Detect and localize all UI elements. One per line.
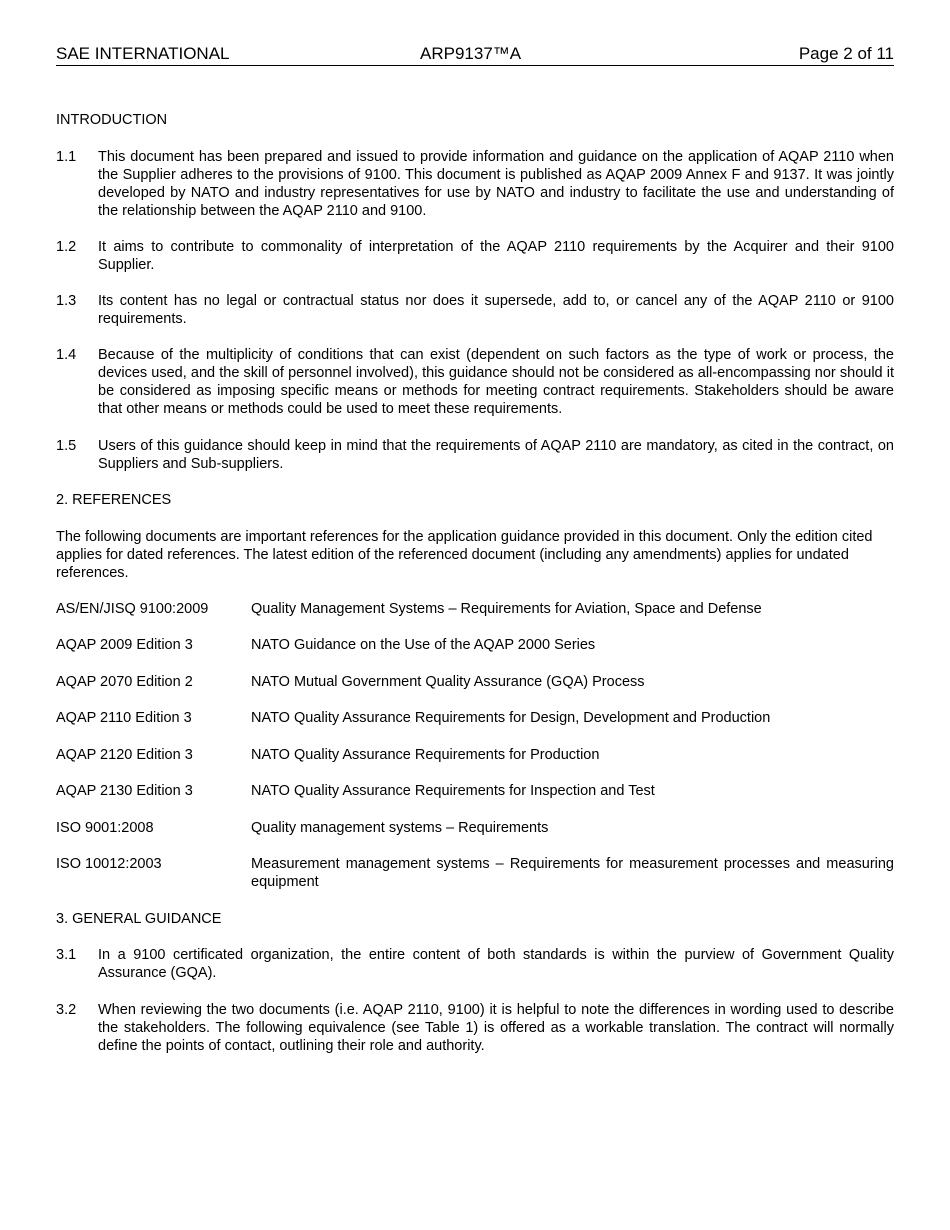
- reference-row: [56, 819, 894, 837]
- reference-description: NATO Quality Assurance Requirements for Inspection and Test: [251, 783, 655, 799]
- reference-description: NATO Mutual Government Quality Assurance (GQA) Process: [251, 674, 645, 690]
- general-guidance-heading: 3. GENERAL GUIDANCE: [56, 911, 222, 927]
- references-intro: The following documents are important references for the application guidance provided in this document. Only the edition cited applies for dated references. The latest edition of the referenced document (including any amendments) applies for undated references.: [56, 529, 873, 581]
- reference-row: [56, 855, 894, 891]
- intro-item-1-2: [56, 238, 894, 274]
- item-text: Because of the multiplicity of conditions that can exist (dependent on such factors as the type of work or process, the devices used, and the skill of personnel involved), this guidance should not be considered as all-encompassing nor should it be considered as imposing specific means or methods for meeting contract requirements. Stakeholders should be aware that other means or methods could be used to meet these requirements.: [98, 347, 894, 417]
- reference-row: [56, 709, 894, 727]
- intro-item-1-5: [56, 437, 894, 473]
- item-number: 1.5: [56, 438, 77, 454]
- intro-item-1-4: [56, 346, 894, 418]
- reference-description: Measurement management systems – Requirements for measurement processes and measuring equipment: [251, 856, 894, 890]
- intro-item-1-1: [56, 148, 894, 220]
- general-item-3-2: [56, 1001, 894, 1055]
- item-number: 3.2: [56, 1002, 77, 1018]
- page-header: [56, 43, 894, 66]
- references-heading: 2. REFERENCES: [56, 492, 172, 508]
- item-text: This document has been prepared and issued to provide information and guidance on the application of AQAP 2110 when the Supplier adheres to the provisions of 9100. This document is published as AQAP 2009 Annex F and 9137. It was jointly developed by NATO and industry representatives for use by NATO and industry to facilitate the use and understanding of the relationship between the AQAP 2110 and 9100.: [98, 149, 894, 219]
- reference-code: AQAP 2009 Edition 3: [56, 637, 193, 653]
- item-number: 3.1: [56, 947, 77, 963]
- reference-code: AQAP 2110 Edition 3: [56, 710, 192, 726]
- item-number: 1.3: [56, 293, 77, 309]
- reference-description: NATO Guidance on the Use of the AQAP 2000 Series: [251, 637, 596, 653]
- item-number: 1.4: [56, 347, 77, 363]
- reference-description: NATO Quality Assurance Requirements for Production: [251, 747, 600, 763]
- intro-heading: INTRODUCTION: [56, 112, 168, 128]
- reference-code: AS/EN/JISQ 9100:2009: [56, 601, 209, 617]
- item-number: 1.1: [56, 149, 77, 165]
- item-text: When reviewing the two documents (i.e. AQAP 2110, 9100) it is helpful to note the differences in wording used to describe the stakeholders. The following equivalence (see Table 1) is offered as a workable translation. The contract will normally define the points of contact, outlining their role and authority.: [98, 1002, 894, 1054]
- item-text: Its content has no legal or contractual status nor does it supersede, add to, or cancel any of the AQAP 2110 or 9100 requirements.: [98, 293, 894, 327]
- reference-row: [56, 600, 894, 618]
- reference-row: [56, 782, 894, 800]
- item-text: Users of this guidance should keep in mind that the requirements of AQAP 2110 are mandatory, as cited in the contract, on Suppliers and Sub-suppliers.: [98, 438, 894, 472]
- reference-description: Quality management systems – Requirements: [251, 820, 549, 836]
- item-text: It aims to contribute to commonality of interpretation of the AQAP 2110 requirements by the Acquirer and their 9100 Supplier.: [98, 239, 894, 273]
- general-item-3-1: [56, 946, 894, 982]
- item-number: 1.2: [56, 239, 77, 255]
- header-page-number: Page 2 of 11: [798, 44, 894, 63]
- reference-code: AQAP 2130 Edition 3: [56, 783, 193, 799]
- item-text: In a 9100 certificated organization, the entire content of both standards is within the purview of Government Quality Assurance (GQA).: [98, 947, 894, 981]
- reference-code: AQAP 2120 Edition 3: [56, 747, 193, 763]
- header-doc-id: ARP9137™A: [420, 44, 522, 63]
- reference-code: ISO 9001:2008: [56, 820, 154, 836]
- reference-row: [56, 673, 894, 691]
- header-org: SAE INTERNATIONAL: [56, 44, 230, 63]
- reference-code: AQAP 2070 Edition 2: [56, 674, 193, 690]
- reference-row: [56, 746, 894, 764]
- reference-row: [56, 636, 894, 654]
- reference-code: ISO 10012:2003: [56, 856, 162, 872]
- reference-description: NATO Quality Assurance Requirements for Design, Development and Production: [251, 710, 771, 726]
- intro-item-1-3: [56, 292, 894, 328]
- reference-description: Quality Management Systems – Requirements for Aviation, Space and Defense: [251, 601, 762, 617]
